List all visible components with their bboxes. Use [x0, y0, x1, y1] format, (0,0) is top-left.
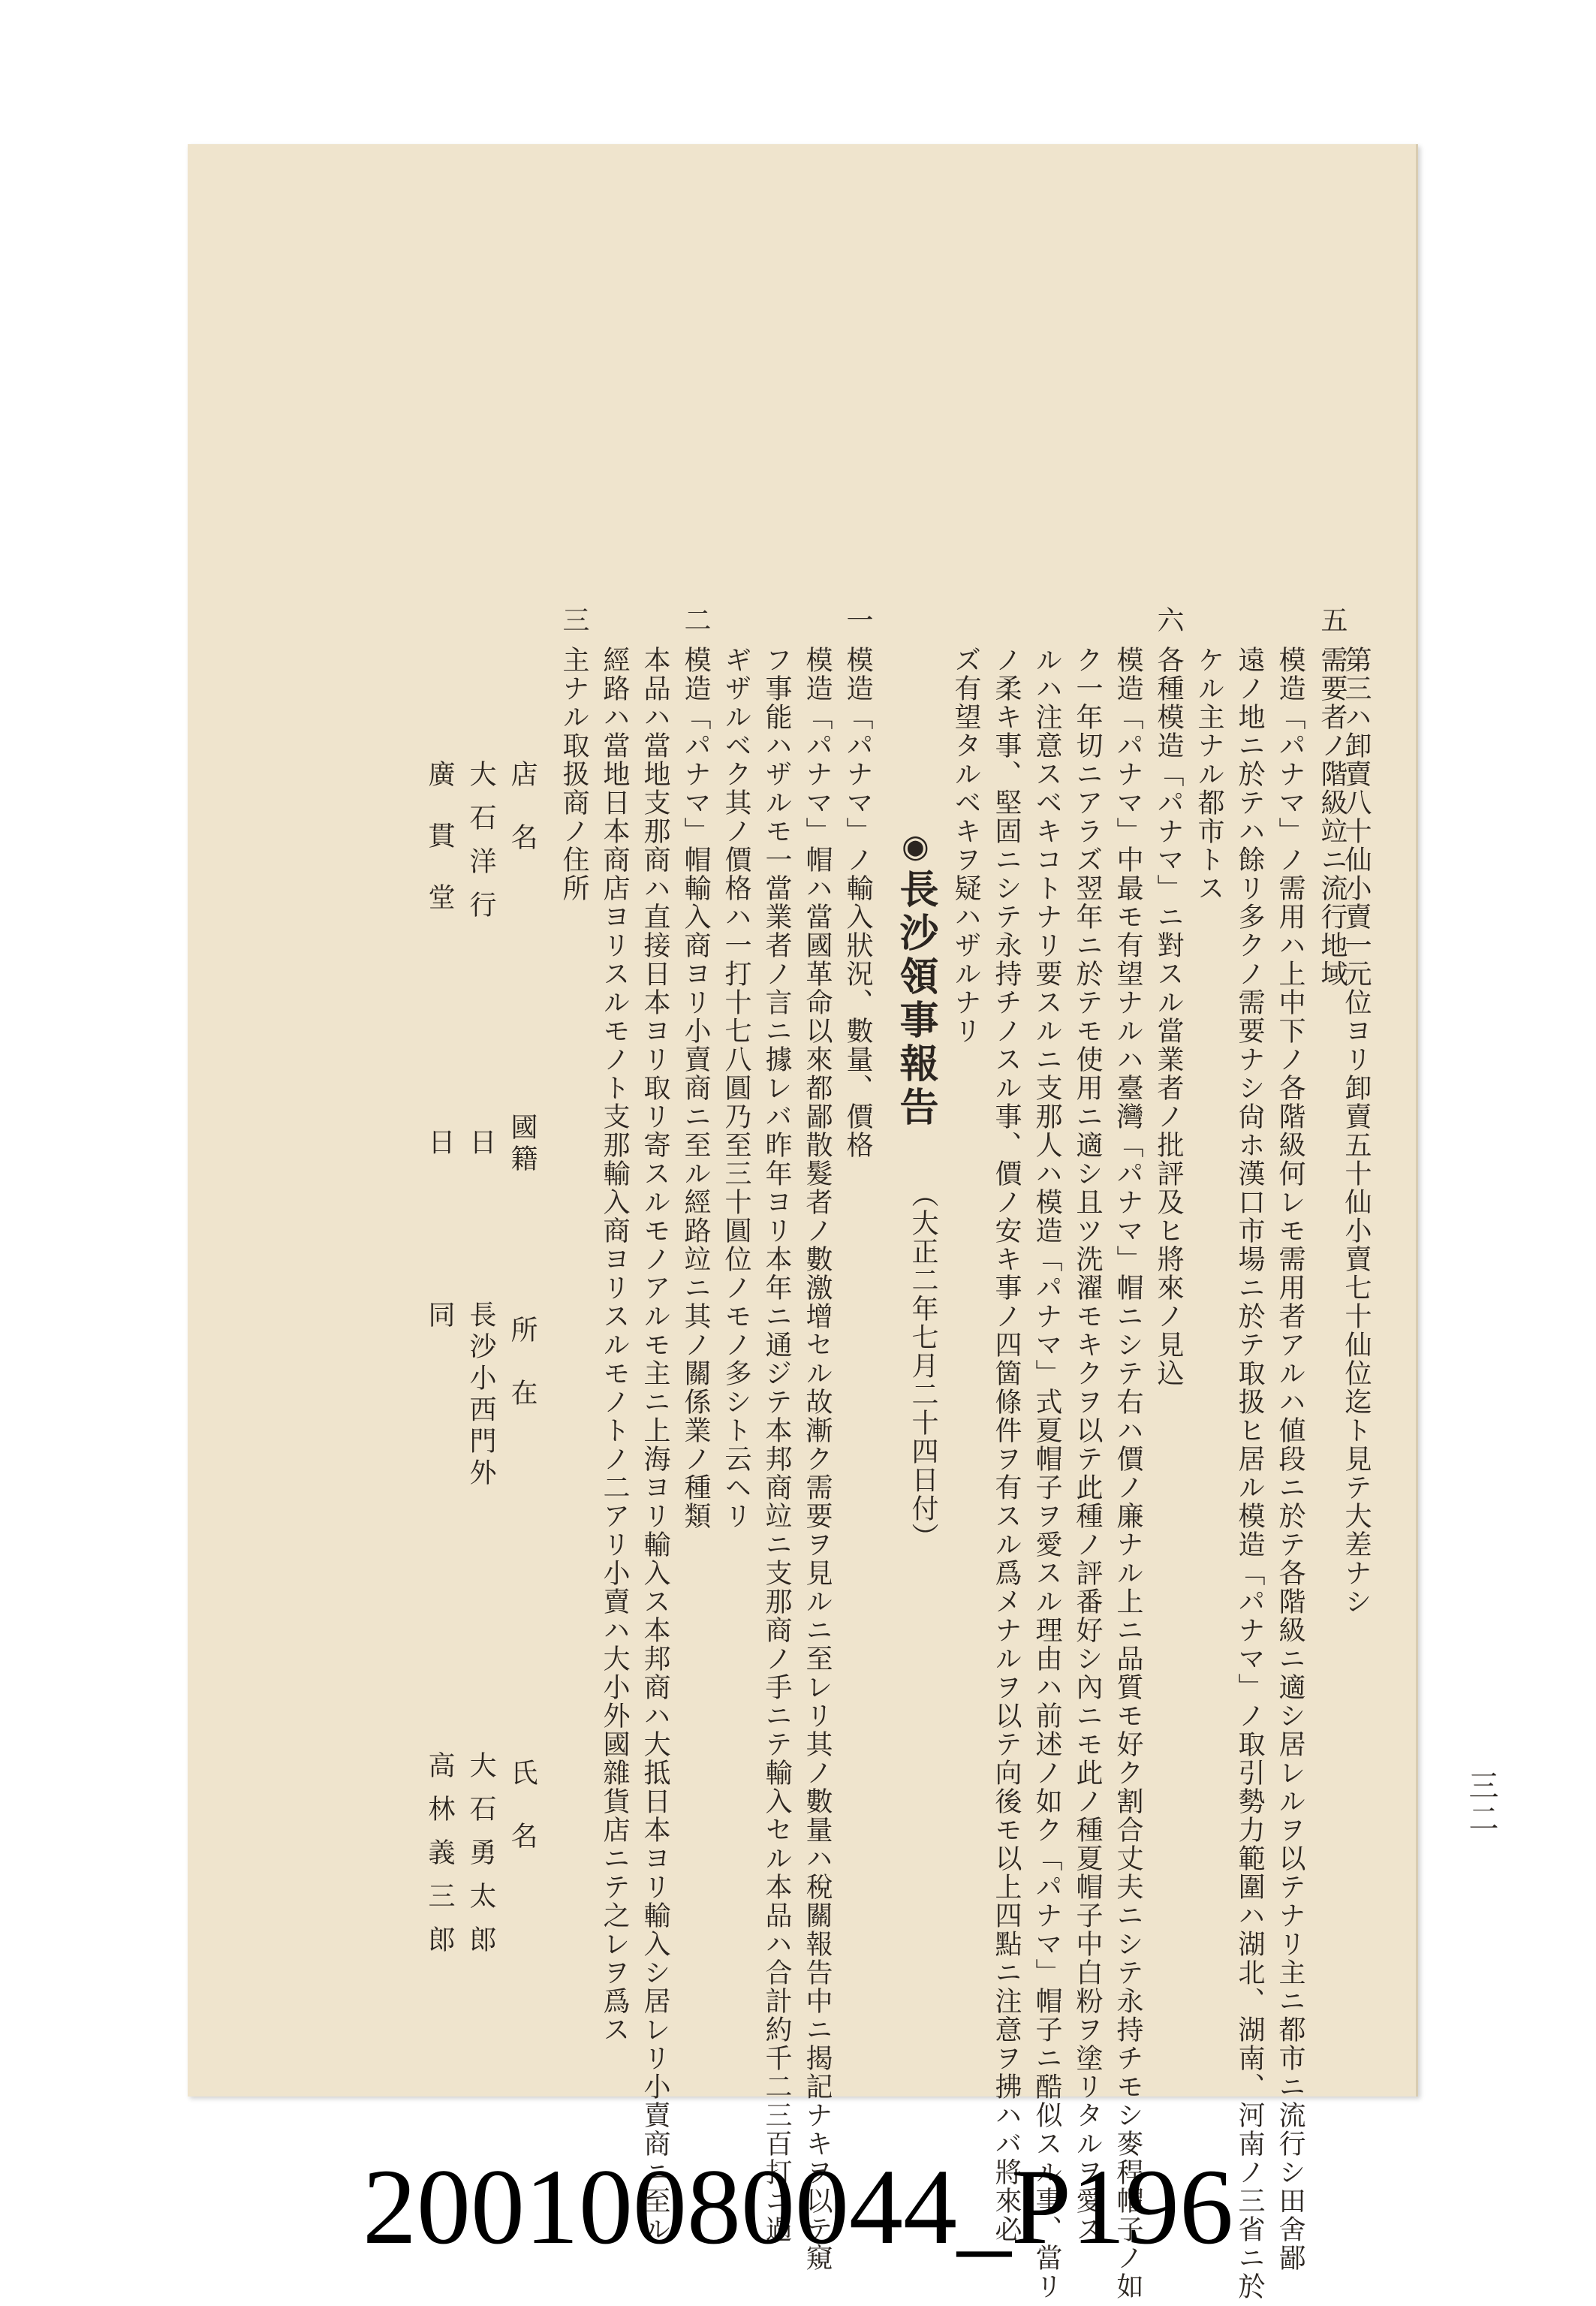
section-number: 三 [559, 606, 589, 635]
section-6 [1150, 606, 1186, 635]
table-row-store: 大石洋行 [465, 760, 496, 934]
table-header-nationality: 國籍 [507, 1113, 538, 1176]
table-row-nationality: 日 [424, 1128, 455, 1159]
circle-mark-icon: ◉ [897, 827, 934, 869]
text-line: ケル主ナル都市トス [1194, 646, 1224, 903]
table-header-owner: 氏 名 [507, 1759, 538, 1853]
section-heading: 主ナル取扱商ノ住所 [559, 646, 589, 903]
text-line: 模造「パナマ」帽ハ當國革命以來都鄙散髮者ノ數激增セル故漸ク需要ヲ見ルニ至レリ其ノ數量ハ稅關報告中ニ揭記ナキヲ以テ窺 [802, 646, 833, 2272]
section-heading: 模造「パナマ」帽輸入商ヨリ小賣商ニ至ル經路竝ニ其ノ關係業ノ種類 [680, 646, 711, 1530]
section-number: 一 [842, 606, 873, 635]
text-column [596, 646, 632, 2044]
text-column [1110, 646, 1146, 2301]
text-column [988, 646, 1024, 2244]
table-row-address: 同 [424, 1301, 455, 1332]
section-1 [839, 606, 875, 635]
section-number: 二 [680, 606, 711, 635]
text-column [947, 646, 983, 1045]
text-line: 經路ハ當地日本商店ヨリスルモノト支那輸入商ヨリスルモノトノ二アリ小賣ハ大小外國雜貨店ニテ之レヲ爲ス [599, 646, 630, 2044]
text-column [556, 646, 592, 903]
text-column [839, 646, 875, 1159]
section-heading: 各種模造「パナマ」ニ對スル當業者ノ批評及ヒ將來ノ見込 [1153, 646, 1184, 1388]
text-line: 遠ノ地ニ於テハ餘リ多クノ需要ナシ尙ホ漢口市場ニ於テ取扱ヒ居ル模造「パナマ」ノ取引勢力範圍ハ湖北、湖南、河南ノ三省ニ於 [1234, 646, 1265, 2301]
text-line: 模造「パナマ」ノ需用ハ上中下ノ各階級何レモ需用者アルハ値段ニ於テ各階級ニ適シ居レルヲ以テナリ主ニ都市ニ流行シ田舍鄙 [1275, 646, 1305, 2272]
text-column [718, 646, 754, 1530]
text-column [1191, 646, 1227, 903]
section-heading: 模造「パナマ」ノ輸入狀況、數量、價格 [842, 646, 873, 1159]
text-line: フ事能ハザルモ一當業者ノ言ニ據レバ昨年ヨリ本年ニ通ジテ本邦商竝ニ支那商ノ手ニテ輸入セル本品ハ合計約千二三百打ニ過 [761, 646, 792, 2244]
text-column [1028, 646, 1065, 2301]
report-date-text: （大正二年七月二十四日付） [908, 1180, 938, 1551]
text-line: ギザルベク其ノ價格ハ一打十七八圓乃至三十圓位ノモノ多シト云ヘリ [721, 646, 751, 1530]
text-column [677, 646, 713, 1530]
archive-caption: 20010080044_P196 [362, 2148, 1234, 2267]
report-title [893, 827, 938, 1130]
section-heading: 需要者ノ階級竝ニ流行地域 [1317, 646, 1348, 988]
table-row-nationality: 日 [465, 1128, 496, 1159]
table-row-owner: 大石勇太郎 [465, 1751, 496, 1969]
text-line: ルハ注意スベキコトナリ要スルニ支那人ハ模造「パナマ」式夏帽子ヲ愛スル理由ハ前述ノ如ク「パナマ」帽子ニ酷似スル事、當リ [1031, 646, 1062, 2301]
section-number: 五 [1317, 606, 1348, 635]
text-line: 本品ハ當地支那商ハ直接日本ヨリ取リ寄スルモノアルモ主ニ上海ヨリ輸入ス本邦商ハ大抵日本ヨリ輸入シ居レリ小賣商ニ至ル [640, 646, 670, 2244]
text-column [1069, 646, 1105, 2244]
text-line: ズ有望タルベキヲ疑ハザルナリ [950, 646, 981, 1045]
text-line: 第三ハ卸賣八十仙小賣一元位ヨリ卸賣五十仙小賣七十仙位迄ト見テ大差ナシ [1341, 646, 1372, 1616]
text-column [1272, 646, 1308, 2272]
table-row-address: 長沙小西門外 [465, 1301, 496, 1490]
section-number: 六 [1153, 606, 1184, 635]
report-title-text: 長沙領事報告 [893, 869, 938, 1130]
text-column [1231, 646, 1267, 2301]
text-column [799, 646, 835, 2272]
table-row-owner: 高林義三郎 [424, 1751, 455, 1969]
table-header-address: 所 在 [507, 1316, 538, 1410]
text-column [758, 646, 794, 2244]
text-line: ク一年切ニアラズ翌年ニ於テモ使用ニ適シ且ツ洗濯モキクヲ以テ此種ノ評番好シ內ニモ此ノ種夏帽子中白粉ヲ塗リタルヲ愛ス [1072, 646, 1103, 2244]
text-column [1150, 646, 1186, 1388]
text-column [1314, 646, 1350, 988]
text-column [637, 646, 673, 2244]
section-3 [556, 606, 592, 635]
section-5 [1314, 606, 1350, 635]
report-date [905, 1180, 941, 1551]
text-line: 模造「パナマ」中最モ有望ナルハ臺灣「パナマ」帽ニシテ右ハ價ノ廉ナル上ニ品質モ好ク割合丈夫ニシテ永持チモシ麥稈帽子ノ如 [1113, 646, 1143, 2301]
text-line: ノ柔キ事、堅固ニシテ永持チノスル事、價ノ安キ事ノ四箇條件ヲ有スル爲メナルヲ以テ向後モ以上四點ニ注意ヲ拂ハバ將來必 [991, 646, 1022, 2244]
section-2 [677, 606, 713, 635]
page-number: 三二 [1464, 1770, 1498, 1836]
table-header-store: 店 名 [507, 760, 538, 855]
table-row-store: 廣貫堂 [424, 760, 455, 945]
